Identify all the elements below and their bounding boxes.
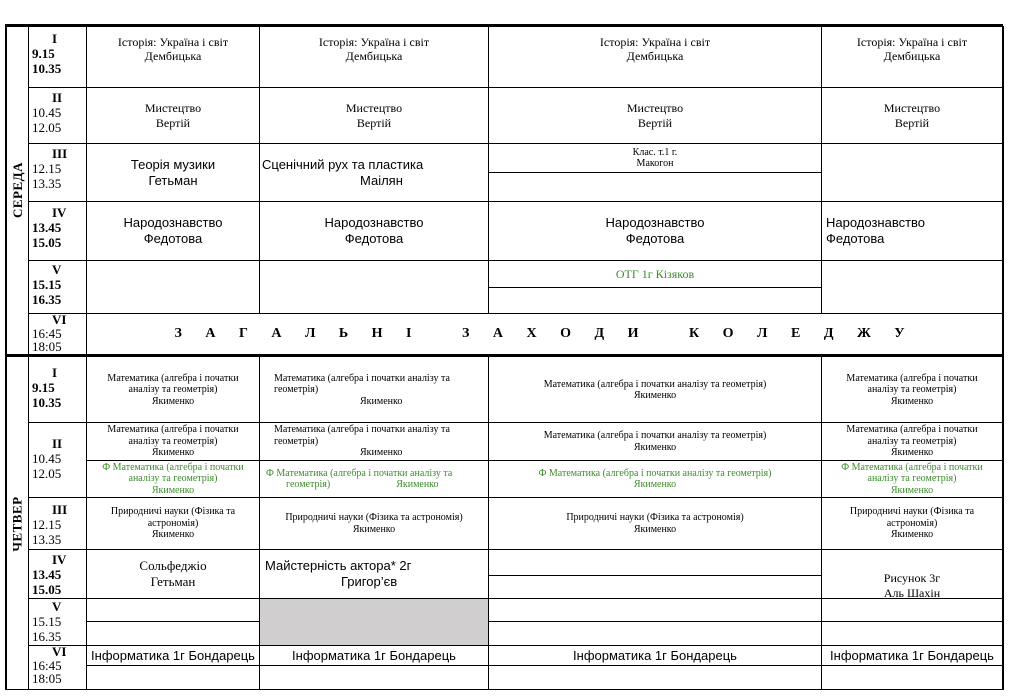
period-3-times: III 12.15 13.35 (32, 146, 68, 191)
lesson-cell: Природничі науки (Фізика та астрономія) Якименко (566, 512, 744, 535)
lesson-cell: Математика (алгебра і початки аналізу та геометрія) Якименко (274, 424, 450, 459)
period-2-times: II 10.45 12.05 (32, 90, 63, 135)
lesson-cell: Народознавство Федотова (324, 215, 424, 246)
day-label-thursday: ЧЕТВЕР (10, 495, 26, 552)
lesson-cell: ОТГ 1г Кізяков (615, 266, 695, 281)
lesson-cell: Теорія музики Гетьман (130, 156, 216, 188)
period-3-times: III 12.15 13.35 (32, 502, 68, 547)
college-events-banner: З А Г А Л Ь Н І З А Х О Д И К О Л Е Д Ж У (174, 325, 915, 341)
lesson-cell: Народознавство Федотова (123, 215, 223, 246)
period-6-times: VI 16:45 18:05 (32, 312, 67, 355)
period-1-times: I 9.15 10.35 (32, 31, 62, 76)
lesson-cell: Ф Математика (алгебра і початки аналізу та геометрія) Якименко (102, 461, 244, 496)
lesson-cell: Історія: Україна і світ Дембицька (117, 35, 229, 64)
period-2-times: II 10.45 12.05 (32, 436, 63, 481)
lesson-cell: Мистецтво Вертій (883, 101, 941, 130)
lesson-cell: Історія: Україна і світ Дембицька (856, 35, 968, 64)
lesson-cell: Рисунок 3г Аль Шахін (883, 571, 941, 600)
lesson-cell: Сольфеджіо Гетьман (139, 558, 207, 589)
lesson-cell: Ф Математика (алгебра і початки аналізу та геометрія) Якименко (266, 467, 453, 490)
period-1-times: I 9.15 10.35 (32, 365, 62, 410)
lesson-cell: Природничі науки (Фізика та астрономія) Якименко (849, 506, 975, 541)
lesson-cell: Математика (алгебра і початки аналізу та геометрія) Якименко (543, 378, 767, 401)
lesson-cell: Математика (алгебра і початки аналізу та геометрія) Якименко (274, 372, 450, 407)
lesson-cell: Мистецтво Вертій (345, 101, 403, 130)
lesson-cell: Народознавство Федотова (605, 215, 705, 246)
lesson-cell: Ф Математика (алгебра і початки аналізу та геометрія) Якименко (538, 467, 772, 490)
lesson-cell: Математика (алгебра і початки аналізу та геометрія) Якименко (846, 372, 978, 407)
lesson-cell: Народознавство Федотова (826, 215, 926, 246)
lesson-cell: Математика (алгебра і початки аналізу та геометрія) Якименко (107, 424, 239, 459)
lesson-cell: Математика (алгебра і початки аналізу та геометрія) Якименко (543, 430, 767, 453)
lesson-cell: Мистецтво Вертій (626, 101, 684, 130)
lesson-cell: Історія: Україна і світ Дембицька (318, 35, 430, 64)
lesson-cell: Клас. т.1 г. Макогон (632, 146, 678, 169)
period-4-times: IV 13.45 15.05 (32, 552, 67, 597)
lesson-cell: Інформатика 1г Бондарець (830, 647, 994, 663)
lesson-cell: Природничі науки (Фізика та астрономія) Якименко (110, 506, 236, 541)
lesson-cell: Математика (алгебра і початки аналізу та геометрія) Якименко (107, 372, 239, 407)
lesson-cell: Майстерність актора* 2г Григор’єв (265, 558, 412, 589)
lesson-cell: Інформатика 1г Бондарець (292, 647, 456, 663)
lesson-cell: Сценічний рух та пластика Маілян (262, 156, 424, 188)
period-5-times: V 15.15 16.35 (32, 262, 62, 307)
empty-shaded-cell (260, 599, 488, 645)
lesson-cell: Ф Математика (алгебра і початки аналізу та геометрія) Якименко (841, 461, 983, 496)
lesson-cell: Математика (алгебра і початки аналізу та геометрія) Якименко (846, 424, 978, 459)
lesson-cell: Історія: Україна і світ Дембицька (599, 35, 711, 64)
period-5-times: V 15.15 16.35 (32, 599, 62, 644)
lesson-cell: Мистецтво Вертій (144, 101, 202, 130)
period-4-times: IV 13.45 15.05 (32, 205, 67, 250)
lesson-cell: Інформатика 1г Бондарець (573, 647, 737, 663)
lesson-cell: Природничі науки (Фізика та астрономія) Якименко (285, 512, 463, 535)
day-label-wednesday: СЕРЕДА (10, 161, 26, 219)
period-6-times: VI 16:45 18:05 (32, 644, 67, 687)
lesson-cell: Інформатика 1г Бондарець (91, 647, 255, 663)
